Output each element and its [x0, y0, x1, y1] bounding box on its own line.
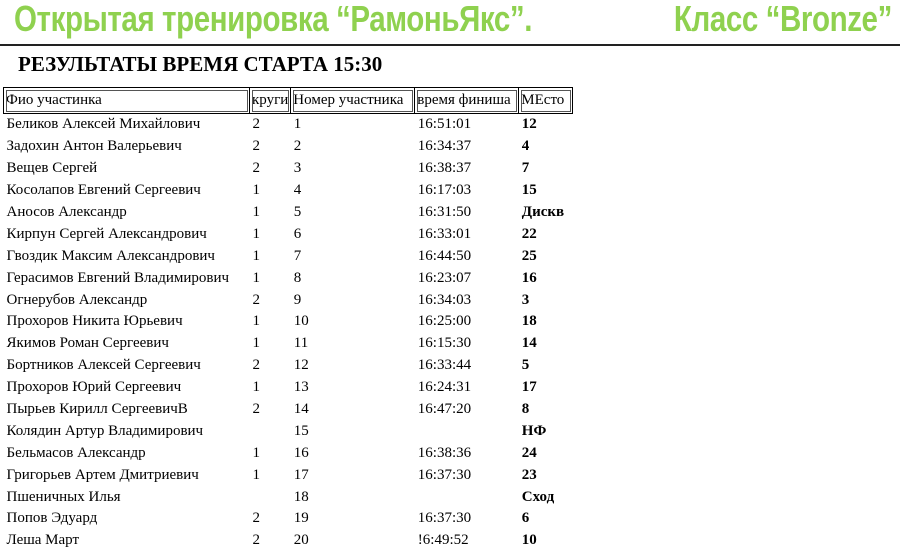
- table-row: [4, 311, 573, 333]
- cell-number: 3: [293, 160, 302, 177]
- table-row: [4, 223, 573, 245]
- results-body: [4, 114, 573, 552]
- table-row: [4, 486, 573, 508]
- cell-laps: 2: [252, 116, 260, 133]
- cell-finish-time: 16:23:07: [417, 269, 472, 286]
- cell-finish-time: [415, 486, 519, 508]
- cell-finish-time: 16:47:20: [417, 401, 472, 418]
- banner-title: Открытая тренировка “РамоньЯкс”.: [14, 0, 533, 39]
- cell-place: 16: [521, 269, 537, 286]
- cell-number: 12: [293, 357, 309, 374]
- cell-number: 8: [293, 269, 302, 286]
- table-row: [4, 464, 573, 486]
- table-row: [4, 399, 573, 421]
- cell-place: НФ: [521, 422, 547, 439]
- cell-name: Бортников Алексей Сергеевич: [6, 357, 201, 374]
- cell-laps: [250, 420, 291, 442]
- cell-place: 17: [521, 379, 537, 396]
- cell-number: 10: [293, 313, 309, 330]
- cell-finish-time: 16:33:44: [417, 357, 472, 374]
- cell-name: Леша Март: [6, 532, 80, 549]
- cell-name: Якимов Роман Сергеевич: [6, 335, 169, 352]
- cell-laps: 1: [252, 182, 260, 199]
- cell-finish-time: 16:37:30: [417, 510, 472, 527]
- cell-number: 6: [293, 225, 302, 242]
- cell-finish-time: 16:51:01: [417, 116, 472, 133]
- table-row: [4, 114, 573, 136]
- cell-name: Кирпун Сергей Александрович: [6, 225, 207, 242]
- cell-name: Прохоров Юрий Сергеевич: [6, 379, 182, 396]
- cell-place: 5: [521, 357, 530, 374]
- cell-laps: 1: [252, 313, 260, 330]
- cell-place: Дискв: [521, 204, 565, 220]
- table-row: [4, 267, 573, 289]
- cell-number: 13: [293, 379, 309, 396]
- cell-place: 4: [521, 138, 530, 155]
- cell-place: 6: [521, 510, 530, 527]
- cell-place: 10: [521, 532, 537, 549]
- cell-name: Аносов Александр: [6, 204, 127, 220]
- table-row: [4, 136, 573, 158]
- cell-finish-time: 16:37:30: [417, 466, 472, 483]
- cell-name: Огнерубов Александр: [6, 291, 148, 308]
- cell-place: 25: [521, 247, 537, 264]
- cell-number: 9: [293, 291, 302, 308]
- cell-number: 5: [293, 204, 302, 220]
- header-place: МЕсто: [519, 88, 573, 114]
- header-laps: круги: [250, 88, 291, 114]
- cell-name: Попов Эдуард: [6, 510, 98, 527]
- cell-number: 2: [293, 138, 302, 155]
- cell-name: Прохоров Никита Юрьевич: [6, 313, 183, 330]
- cell-laps: 2: [252, 532, 260, 549]
- cell-place: 8: [521, 401, 530, 418]
- cell-finish-time: 16:44:50: [417, 247, 472, 264]
- banner-class-label: Класс “Bronze”: [673, 0, 892, 39]
- cell-name: Косолапов Евгений Сергеевич: [6, 182, 201, 199]
- banner: [0, 0, 900, 46]
- cell-finish-time: 16:34:03: [417, 291, 472, 308]
- cell-place: Сход: [521, 488, 555, 505]
- cell-number: 15: [293, 422, 309, 439]
- cell-finish-time: 16:15:30: [417, 335, 472, 352]
- cell-laps: 2: [252, 160, 260, 177]
- cell-finish-time: 16:17:03: [417, 182, 472, 199]
- header-name: Фио участинка: [4, 88, 250, 114]
- cell-finish-time: 16:34:37: [417, 138, 472, 155]
- cell-number: 7: [293, 247, 302, 264]
- table-row: [4, 355, 573, 377]
- cell-place: 24: [521, 444, 537, 461]
- table-row: [4, 158, 573, 180]
- results-table: [3, 87, 573, 552]
- cell-laps: 2: [252, 357, 260, 374]
- cell-finish-time: 16:31:50: [417, 204, 472, 220]
- cell-number: 17: [293, 466, 309, 483]
- cell-finish-time: 16:38:37: [417, 160, 472, 177]
- cell-place: 23: [521, 466, 537, 483]
- header-number: Номер участника: [291, 88, 415, 114]
- cell-laps: [250, 486, 291, 508]
- cell-laps: 2: [252, 291, 260, 308]
- cell-laps: 1: [252, 466, 260, 483]
- cell-place: 14: [521, 335, 537, 352]
- table-row: [4, 420, 573, 442]
- cell-finish-time: 16:38:36: [417, 444, 472, 461]
- cell-number: 4: [293, 182, 302, 199]
- cell-finish-time: !6:49:52: [417, 532, 469, 549]
- cell-number: 14: [293, 401, 309, 418]
- cell-laps: 2: [252, 138, 260, 155]
- cell-place: 3: [521, 291, 530, 308]
- cell-laps: 1: [252, 247, 260, 264]
- table-row: [4, 442, 573, 464]
- cell-laps: 2: [252, 401, 260, 418]
- cell-number: 20: [293, 532, 309, 549]
- cell-name: Гвоздик Максим Александрович: [6, 247, 215, 264]
- cell-finish-time: 16:25:00: [417, 313, 472, 330]
- cell-number: 11: [293, 335, 309, 352]
- cell-place: 7: [521, 160, 530, 177]
- table-header-row: [4, 88, 573, 114]
- cell-name: Вещев Сергей: [6, 160, 98, 177]
- cell-finish-time: [415, 420, 519, 442]
- cell-name: Бельмасов Александр: [6, 444, 146, 461]
- cell-laps: 1: [252, 444, 260, 461]
- cell-number: 1: [293, 116, 302, 133]
- table-row: [4, 333, 573, 355]
- cell-place: 15: [521, 182, 537, 199]
- cell-number: 19: [293, 510, 309, 527]
- cell-place: 12: [521, 116, 537, 133]
- table-row: [4, 530, 573, 552]
- table-row: [4, 508, 573, 530]
- cell-name: Беликов Алексей Михайлович: [6, 116, 201, 133]
- cell-name: Пшеничных Илья: [6, 488, 121, 505]
- cell-number: 18: [293, 488, 309, 505]
- cell-laps: 1: [252, 225, 260, 242]
- cell-name: Пырьев Кирилл СергеевичВ: [6, 401, 188, 418]
- cell-laps: 2: [252, 510, 260, 527]
- cell-laps: 1: [252, 269, 260, 286]
- cell-place: 22: [521, 225, 537, 242]
- cell-finish-time: 16:33:01: [417, 225, 472, 242]
- cell-number: 16: [293, 444, 309, 461]
- cell-name: Колядин Артур Владимирович: [6, 422, 204, 439]
- table-row: [4, 202, 573, 224]
- table-row: [4, 289, 573, 311]
- cell-name: Григорьев Артем Дмитриевич: [6, 466, 199, 483]
- table-row: [4, 245, 573, 267]
- table-row: [4, 180, 573, 202]
- header-finish-time: время финиша: [415, 88, 519, 114]
- cell-name: Задохин Антон Валерьевич: [6, 138, 182, 155]
- cell-laps: 1: [252, 379, 260, 396]
- table-row: [4, 377, 573, 399]
- cell-place: 18: [521, 313, 537, 330]
- results-subtitle: РЕЗУЛЬТАТЫ ВРЕМЯ СТАРТА 15:30: [18, 52, 383, 76]
- cell-finish-time: 16:24:31: [417, 379, 472, 396]
- cell-laps: 1: [252, 335, 260, 352]
- cell-laps: 1: [252, 204, 260, 220]
- cell-name: Герасимов Евгений Владимирович: [6, 269, 230, 286]
